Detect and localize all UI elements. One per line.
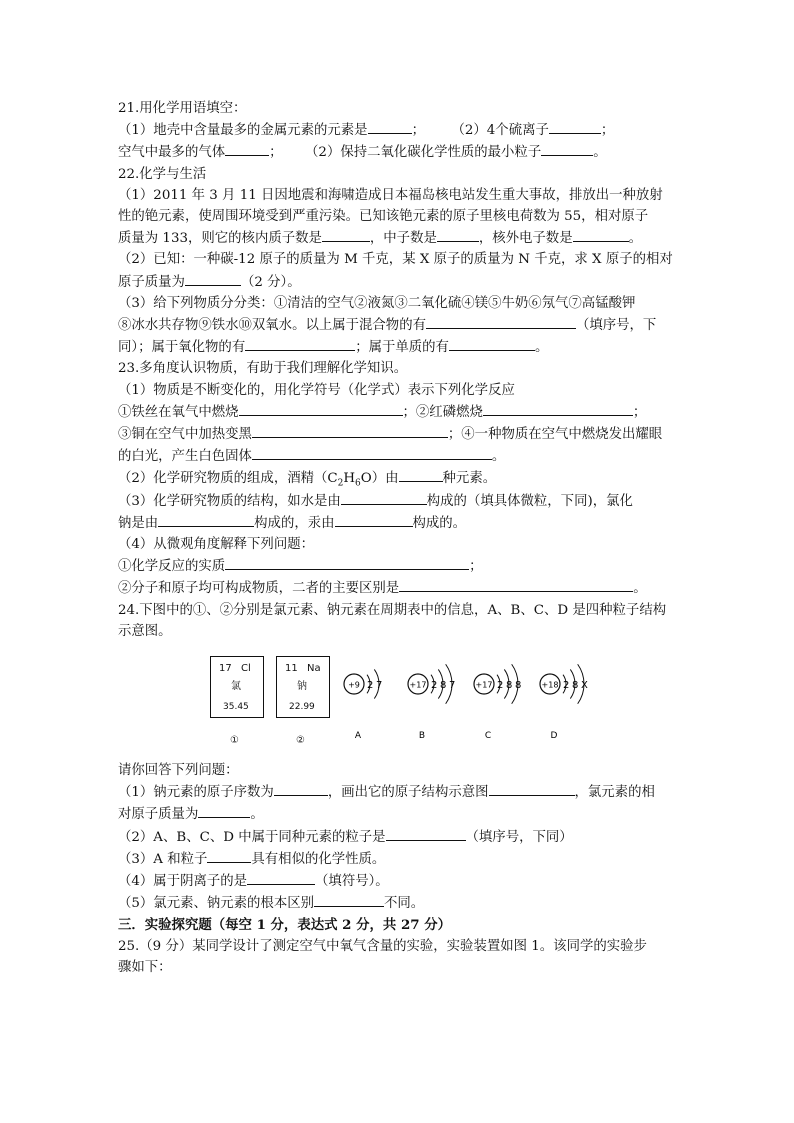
q22-text: ；属于单质的有 — [355, 340, 449, 356]
figure-label: D — [550, 731, 558, 742]
q22-text: （2 分）。 — [240, 274, 301, 290]
answer-blank[interactable] — [489, 781, 575, 796]
electron-count: 8 — [506, 680, 513, 692]
q24-text: 不同。 — [384, 896, 425, 912]
answer-blank[interactable] — [245, 336, 355, 351]
exam-page — [118, 98, 678, 978]
q24-text: （4）属于阴离子的是 — [118, 874, 248, 890]
q23-text: ①化学反应的实质 — [118, 559, 226, 575]
q24-text: ，氯元素的相 — [574, 785, 655, 801]
q21-line-2 — [118, 141, 678, 163]
q22-text: 同）；属于氧化物的有 — [118, 340, 246, 356]
q23-text: O）由 — [360, 471, 399, 487]
electron-count: 8 — [572, 680, 579, 692]
q22-text: ⑧冰水共存物⑨铁水⑩双氧水。以上属于混合物的有 — [118, 318, 426, 334]
q23-line-7 — [118, 512, 678, 534]
nucleus-charge: +17 — [409, 680, 427, 690]
q22-line-2: 性的铯元素，使周围环境受到严重污染。已知该铯元素的原子里核电荷数为 55，相对原子 — [118, 209, 649, 225]
q23-text: 。 — [491, 449, 506, 465]
q23-text: 的白光，产生白色固体 — [118, 449, 252, 465]
q21-text: （1）地壳中含量最多的金属元素的元素是 — [118, 123, 368, 139]
electron-count: 2 — [367, 680, 374, 692]
q23-line-10 — [118, 577, 678, 599]
answer-blank[interactable] — [449, 336, 535, 351]
answer-blank[interactable] — [252, 423, 448, 438]
q21-line-1 — [118, 119, 678, 141]
electron-count: 7 — [376, 680, 383, 692]
q24-text: 对原子质量为 — [118, 807, 199, 823]
q23-text: ②分子和原子均可构成物质，二者的主要区别是 — [118, 581, 400, 597]
subscript: 6 — [355, 479, 361, 490]
electron-count: 7 — [449, 680, 456, 692]
q24-text: （2）A、B、C、D 中属于同种元素的粒子是 — [118, 829, 386, 845]
q24-title-2: 示意图。 — [118, 623, 172, 639]
answer-blank[interactable] — [239, 401, 403, 416]
q22-line-7 — [118, 314, 678, 336]
q25-line-2: 骤如下： — [118, 959, 172, 975]
q22-line-3 — [118, 227, 678, 249]
electron-count: 8 — [515, 680, 522, 692]
subscript: 2 — [337, 479, 344, 490]
q22-line-1: （1）2011 年 3 月 11 日因地震和海啸造成日本福岛核电站发生重大事故，排放出一种放射 — [118, 187, 663, 203]
q24-text: （填符号）。 — [315, 874, 389, 890]
q23-line-2 — [118, 401, 678, 423]
q22-text: ，核外电子数是 — [478, 231, 573, 247]
q23-text: ； — [469, 559, 483, 575]
electron-count: X — [581, 680, 588, 692]
answer-blank[interactable] — [274, 781, 328, 796]
answer-blank[interactable] — [483, 401, 633, 416]
nucleus-charge: +18 — [541, 680, 559, 690]
answer-blank[interactable] — [225, 141, 269, 156]
q21-text: ； — [411, 123, 425, 139]
q23-text: 构成的。 — [412, 515, 467, 531]
q24-text: （填序号，下同） — [465, 829, 573, 845]
q24-line-6 — [118, 892, 678, 914]
q23-text: 钠是由 — [118, 515, 159, 531]
q21-text: 空气中最多的气体 — [118, 145, 226, 161]
q23-line-6 — [118, 490, 678, 512]
q22-text: 原子质量为 — [118, 274, 185, 290]
q24-line-3 — [118, 826, 678, 848]
electron-count: 2 — [497, 680, 504, 692]
element-name: 钠 — [297, 681, 307, 693]
answer-blank[interactable] — [185, 271, 241, 286]
answer-blank[interactable] — [252, 445, 492, 460]
q21-text: ； — [269, 145, 283, 161]
answer-blank[interactable] — [322, 227, 370, 242]
q23-line-1: （1）物质是不断变化的，用化学符号（化学式）表示下列化学反应 — [118, 382, 515, 398]
q24-text: ，画出它的原子结构示意图 — [327, 785, 489, 801]
q22-line-4: （2）已知：一种碳-12 原子的质量为 M 千克，某 X 原子的质量为 N 千克，求 X 原子的相对 — [118, 252, 673, 268]
q22-text: 质量为 133，则它的核内质子数是 — [118, 231, 322, 247]
answer-blank[interactable] — [573, 227, 629, 242]
q23-text: ；④一种物质在空气中燃烧发出耀眼 — [447, 427, 663, 443]
q21-title: 21.用化学用语填空： — [118, 101, 247, 116]
q24-text: （1）钠元素的原子序数为 — [118, 785, 274, 801]
answer-blank[interactable] — [549, 119, 601, 134]
atom-diagram-B — [408, 664, 455, 741]
section-3-title: 三．实验探究题（每空 1 分，表达式 2 分，共 27 分） — [118, 916, 452, 933]
q24-line-4 — [118, 848, 678, 870]
atom-diagram-A — [344, 670, 382, 742]
atomic-mass: 35.45 — [223, 702, 249, 713]
figure-label: ① — [230, 735, 239, 747]
q23-text: （2）化学研究物质的组成，酒精（C — [118, 471, 338, 487]
electron-count: 2 — [431, 680, 438, 692]
q21-text: （2）4个硫离子 — [451, 123, 549, 139]
atomic-number: 11 — [285, 663, 298, 675]
atom-diagrams — [118, 650, 678, 750]
q23-title: 23.多角度认识物质，有助于我们理解化学知识。 — [118, 361, 408, 377]
answer-blank[interactable] — [158, 512, 254, 527]
atom-diagram-D — [540, 664, 588, 741]
q21-text: 。 — [593, 145, 607, 161]
answer-blank[interactable] — [399, 577, 633, 592]
q23-text: ；②红磷燃烧 — [402, 404, 483, 420]
answer-blank[interactable] — [368, 119, 412, 134]
q22-line-6: （3）给下列物质分分类：①清洁的空气②液氮③二氧化硫④镁⑤牛奶⑥氖气⑦高锰酸钾 — [118, 295, 636, 311]
q24-line-2 — [118, 803, 678, 825]
q23-line-4 — [118, 445, 678, 467]
q23-text: 构成的，汞由 — [254, 515, 335, 531]
q24-figure — [118, 650, 678, 750]
answer-blank[interactable] — [314, 892, 384, 907]
answer-blank[interactable] — [247, 870, 315, 885]
electron-count: 2 — [563, 680, 570, 692]
q24-line-5 — [118, 870, 678, 892]
atom-diagram-C — [474, 664, 521, 741]
element-symbol: Cl — [241, 663, 251, 675]
q24-text: （3）A 和粒子 — [118, 851, 208, 867]
answer-blank[interactable] — [207, 848, 251, 863]
figure-label: C — [484, 731, 492, 742]
q23-line-5 — [118, 467, 678, 489]
atomic-number: 17 — [219, 663, 232, 675]
q22-line-8 — [118, 336, 678, 358]
q22-line-5 — [118, 271, 678, 293]
q22-text: 。 — [628, 231, 642, 247]
answer-blank[interactable] — [386, 826, 466, 841]
q22-title: 22.化学与生活 — [118, 166, 207, 182]
q22-text: （填序号，下 — [575, 318, 657, 334]
answer-blank[interactable] — [399, 467, 443, 482]
q23-text: ①铁丝在氧气中燃烧 — [118, 404, 239, 420]
q22-text: 。 — [534, 340, 549, 356]
answer-blank[interactable] — [437, 227, 479, 242]
q23-text: ； — [632, 404, 647, 420]
atomic-mass: 22.99 — [289, 702, 315, 713]
q23-line-8: （4）从微观角度解释下列问题： — [118, 537, 314, 553]
element-name: 氯 — [231, 681, 241, 693]
q21-text: （2）保持二氧化碳化学性质的最小粒子 — [305, 145, 542, 161]
q23-text: 构成的（填具体微粒，下同)，氯化 — [426, 493, 633, 509]
q24-text: （5）氯元素、钠元素的根本区别 — [118, 896, 314, 912]
q23-line-3 — [118, 423, 678, 445]
q23-text: 种元素。 — [442, 471, 497, 487]
answer-blank[interactable] — [225, 555, 469, 570]
element-symbol: Na — [307, 663, 321, 675]
q24-ask: 请你回答下列问题： — [118, 763, 239, 779]
q24-line-1 — [118, 781, 678, 803]
figure-label: ② — [296, 735, 305, 747]
answer-blank[interactable] — [198, 803, 250, 818]
nucleus-charge: +17 — [475, 680, 493, 690]
q22-text: ，中子数是 — [369, 231, 437, 247]
nucleus-charge: +9 — [348, 680, 360, 690]
answer-blank[interactable] — [426, 314, 576, 329]
figure-label: B — [418, 731, 426, 742]
q23-text: H — [343, 471, 356, 487]
answer-blank[interactable] — [341, 490, 427, 505]
q23-text: 。 — [633, 581, 647, 597]
answer-blank[interactable] — [335, 512, 413, 527]
q24-title-1: 24.下图中的①、②分别是氯元素、钠元素在周期表中的信息，A、B、C、D 是四种粒子结构 — [118, 602, 667, 618]
electron-count: 8 — [440, 680, 447, 692]
q23-text: ③铜在空气中加热变黑 — [118, 427, 252, 443]
q25-line-1: 25.（9 分）某同学设计了测定空气中氧气含量的实验，实验装置如图 1。该同学的实验步 — [118, 938, 647, 954]
q23-text: （3）化学研究物质的结构，如水是由 — [118, 493, 341, 509]
q24-text: 。 — [250, 807, 264, 823]
figure-label: A — [354, 731, 362, 742]
q24-text: 具有相似的化学性质。 — [251, 851, 386, 867]
q21-text: ； — [600, 123, 615, 139]
answer-blank[interactable] — [541, 141, 593, 156]
q23-line-9 — [118, 555, 678, 577]
